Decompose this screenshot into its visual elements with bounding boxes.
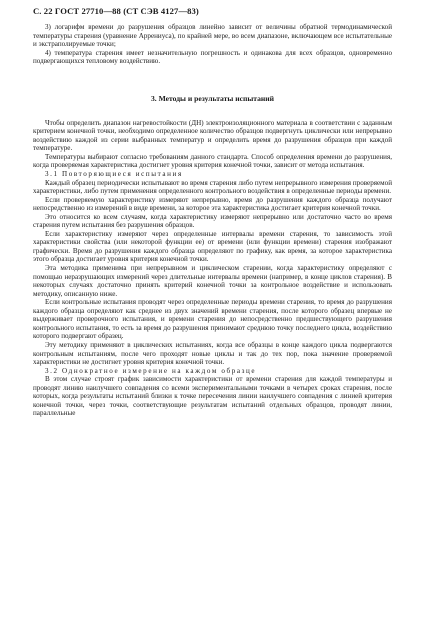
paragraph: Если контрольные испытания проводят через определенные периоды времени старения, то время до разрушения каждого образца определяют как среднее из двух значений времени старения, после которого образец впервые не выдерживает проверочного испытания, и времени старения до непосредственно предшествующего разрушения контрольного испытания, то есть за время до разрушения принимают среднюю точку последнего цикла, воздействию которого подвергают образец.	[33, 298, 392, 341]
page-header: С. 22 ГОСТ 27710—88 (СТ СЭВ 4127—83)	[33, 6, 199, 16]
paragraph: Эту методику применяют в циклических испытаниях, когда все образцы в конце каждого цикла подвергаются контрольным испытаниям, после чего проходят новые циклы и так до тех пор, пока значение проверяемой характеристики не достигнет уровня критерия конечной точки.	[33, 340, 392, 367]
list-item: 4) температура старения имеет незначительную погрешность и одинакова для всех образцов, одновременно подвергающихся тепловому воздействию.	[33, 48, 392, 66]
paragraph: Если проверяемую характеристику измеряют непрерывно, время до разрушения каждого образца получают непосредственно из измерений в виде времени, за которое эта характеристика достигает критерия конечной точки.	[33, 195, 392, 213]
list-item: 3) логарифм времени до разрушения образцов линейно зависит от величины обратной термодинамической температуры старения (уравнение Аррениуса), по крайней мере, во всем диапазоне, включающем все испытательные и экстраполируемые точки;	[33, 23, 392, 49]
subsection-heading: 3.2 Однократное измерение на каждом образце	[45, 366, 257, 375]
paragraph: Температуры выбирают согласно требованиям данного стандарта. Способ определения времени до разрушения, когда проверяемая характеристика достигнет уровня критерия конечной точки, зависит от метода испытания.	[33, 152, 392, 170]
paragraph: Если характеристику измеряют через определенные интервалы времени старения, то зависимость этой характеристики свойства (или некоторой функции ее) от времени (или функции времени) старения изображают графически. Время до разрушения каждого образца определяют по графику, как время, за которое характеристика этого образца достигает уровня критерия конечной точки.	[33, 229, 392, 264]
paragraph: Каждый образец периодически испытывают во время старения либо путем непрерывного измерения проверяемой характеристики, либо путем применения определенного контрольного воздействия в определенные периоды времени.	[33, 178, 392, 196]
paragraph: В этом случае строят график зависимости характеристики от времени старения для каждой температуры и проводят линию наилучшего совпадения со всеми экспериментальными точками в четырех сроках старения, после которых, когда результаты испытаний близки к точке пересечения линии наилучшего совпадения с линией критерия конечной точки, через точки, соответствующие результатам испытаний отдельных образцов, проводят линии, параллельные	[33, 375, 392, 418]
paragraph: Эта методика применима при непрерывном и циклическом старении, когда характеристику определяют с помощью неразрушающих измерений через длительные интервалы времени (например, в конце циклов старения). В некоторых случаях достаточно принять критерий конечной точки за контрольное воздействие и использовать методику, описанную ниже.	[33, 264, 392, 298]
paragraph: Чтобы определить диапазон нагревостойкости (ДН) электроизоляционного материала в соответствии с заданным критерием конечной точки, необходимо определенное количество образцов подвергнуть циклически или непрерывно воздействию каждой из серии выбранных температур и определить время до разрушения образцов при каждой температуре.	[33, 118, 392, 153]
subsection-heading: 3.1 Повторяющиеся испытания	[45, 170, 183, 179]
paragraph: Это относится ко всем случаям, когда характеристику измеряют непрерывно или достаточно часто во время старения путем испытания без разрушения образцов.	[33, 212, 392, 230]
section-title: 3. Методы и результаты испытаний	[150, 93, 275, 103]
